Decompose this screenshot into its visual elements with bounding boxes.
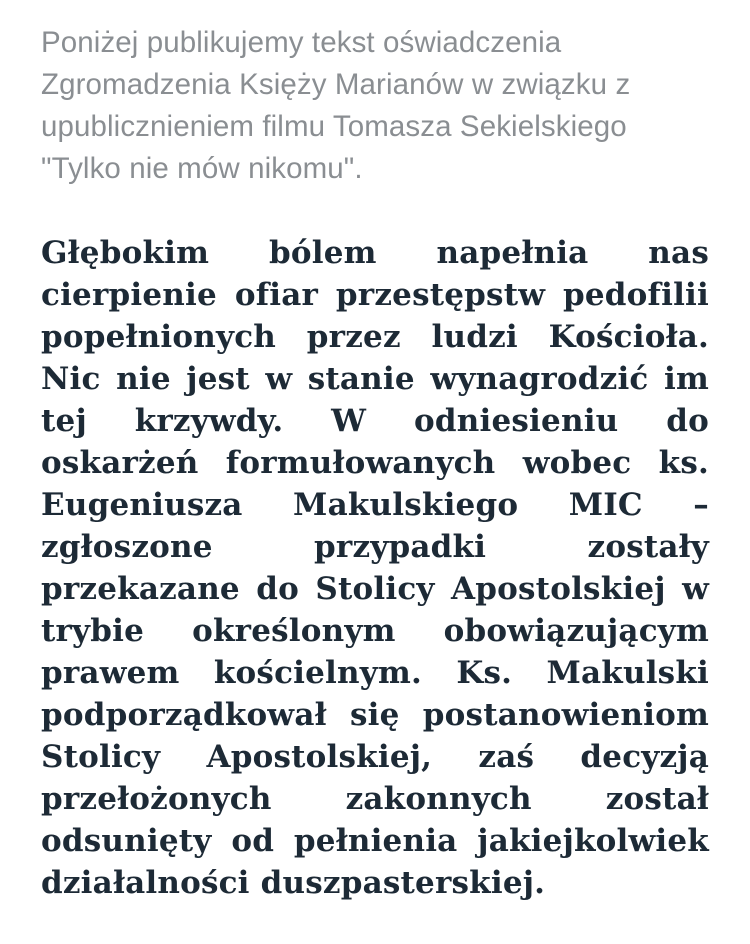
article-body — [41, 22, 709, 904]
intro-paragraph: Poniżej publikujemy tekst oświadczenia Zgromadzenia Księży Marianów w związku z upublicznieniem filmu Tomasza Sekielskiego "Tylko nie mów nikomu". — [41, 26, 631, 185]
statement-paragraph: Głębokim bólem napełnia nas cierpienie ofiar przestępstw pedofilii popełnionych przez ludzi Kościoła. Nic nie jest w stanie wynagrodzić im tej krzywdy. W odniesieniu do oskarżeń formułowanych wobec ks. Eugeniusza Makulskiego MIC – zgłoszone przypadki zostały przekazane do Stolicy Apostolskiej w trybie określonym obowiązującym prawem kościelnym. Ks. Makulski podporządkował się postanowieniom Stolicy Apostolskiej, zaś decyzją przełożonych zakonnych został odsunięty od pełnienia jakiejkolwiek działalności duszpasterskiej. — [41, 235, 709, 901]
